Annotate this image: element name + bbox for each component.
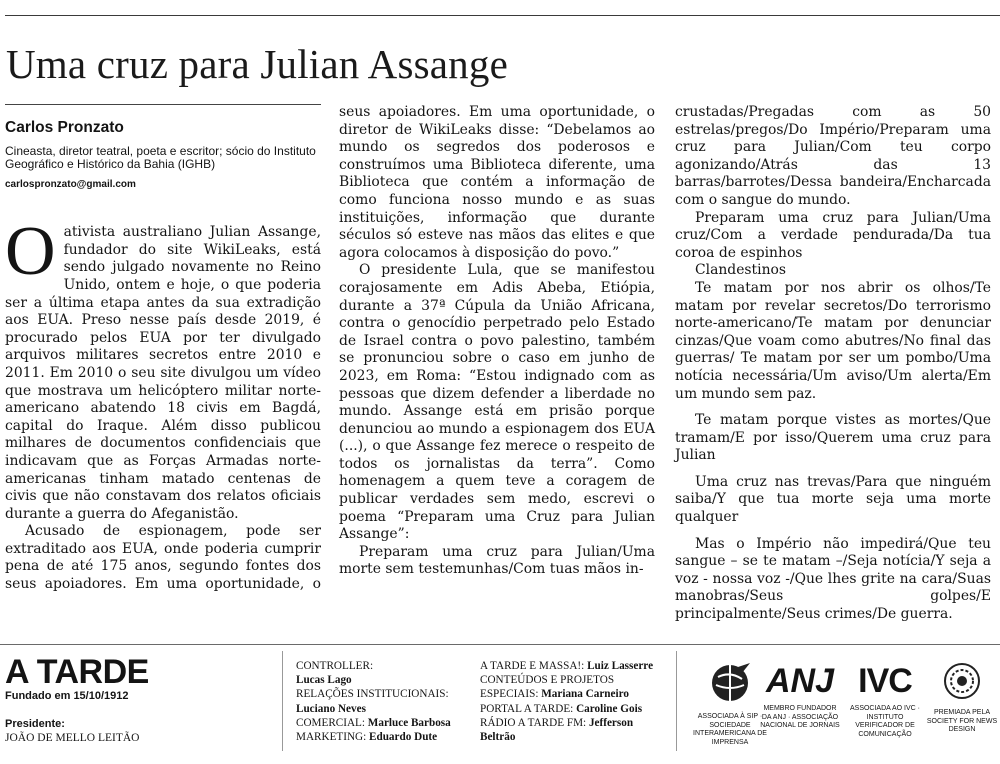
founded-date: Fundado em 15/10/1912 — [5, 690, 129, 702]
staff-entry — [480, 716, 670, 744]
staff-name: Caroline Gois — [576, 702, 643, 715]
footer-separator — [282, 651, 283, 751]
staff-role: MARKETING: — [296, 731, 367, 744]
paragraph-5: Preparam uma cruz para Julian/Uma cruz/Com a verdade pendurada/Da tua coroa de espinhos — [675, 209, 991, 261]
anj-caption: MEMBRO FUNDADOR DA ANJ · ASSOCIAÇÃO NACIONAL DE JORNAIS — [760, 705, 840, 729]
paragraph-10: Mas o Império não impedirá/Que teu sangue – se te matam –/Seja notícia/Y seja a voz - nossa voz -/Que lhes grite na cara/Suas manobras/Seus golpes/E principalmente/Seus crimes/De guerra. — [675, 535, 991, 623]
staff-role: A TARDE E MASSA!: — [480, 660, 585, 672]
paragraph-7: Te matam por nos abrir os olhos/Te matam por revelar secretos/Do terrorismo norte-americano/Te matam por denunciar cinzas/Que voam como abutres/No final das guerras/ Te matam por ser um pombo/Uma notícia necessária/Um aviso/Um alerta/Em um mundo sem paz. — [675, 279, 991, 402]
staff-name: Marluce Barbosa — [367, 716, 451, 729]
drop-cap: O — [5, 213, 56, 291]
paragraph-3: O presidente Lula, que se manifestou corajosamente em Adis Abeba, Etiópia, durante a 37ª Cúpula da União Africana, contra o genocídio perpetrado pelo Estado de Israel contra o povo palestino, também se pronunciou sobre o caso em junho de 2023, em Roma: “Estou indignado com as pessoas que dizem defender a liberdade no mundo. Assange está em prisão porque denunciou ao mundo a espionagem dos EUA (...), o que Assange fez merece o respeito de todos os jornalistas da terra”. Como homenagem a quem teve a coragem de publicar verdades sem medo, escrevi o poema “Preparam uma Cruz para Julian Assange”: — [339, 262, 655, 543]
paragraph-1: ativista australiano Julian Assange, fundador do site WikiLeaks, está sendo julgado novamente no Reino Unido, ontem e hoje, o que poderia ser a última etapa antes da sua extradição aos EUA. Preso nesse país desde 2019, é procurado pelos EUA por ter divulgado arquivos militares secretos entre 2010 e 2011. Em 2010 o seu site divulgou um vídeo que mostrava um helicóptero militar norte-americano abatendo 18 civis em Bagdá, capital do Iraque. Além disso publicou milhares de documentos confidenciais que indicavam que as Forças Armadas norte-americanas tinham matado centenas de civis que não constavam dos relatos oficiais durante a guerra do Afeganistão. — [5, 224, 321, 522]
paragraph-6: Clandestinos — [695, 262, 787, 279]
brand-block — [5, 651, 275, 746]
ivc-mark: IVC — [858, 662, 912, 700]
staff-role: RÁDIO A TARDE FM: — [480, 716, 587, 729]
author-name: Carlos Pronzato — [5, 119, 124, 136]
author-rule — [5, 104, 321, 105]
headline: Uma cruz para Julian Assange — [6, 41, 508, 87]
snd-caption: PREMIADA PELA SOCIETY FOR NEWS DESIGN — [926, 709, 998, 733]
staff-entry — [480, 687, 670, 701]
staff-entry — [480, 659, 670, 673]
author-bio: Cineasta, diretor teatral, poeta e escritor; sócio do Instituto Geográfico e Histórico da Bahia (IGHB) — [5, 143, 316, 172]
paragraph-9: Uma cruz nas trevas/Para que ninguém saiba/Y que tua morte seja uma morte qualquer — [675, 473, 991, 526]
staff-name: Luiz Lasserre — [587, 660, 654, 672]
paragraph-4-continued: crustadas/Pregadas com as 50 estrelas/pregos/Do Império/Preparam uma cruz para Julian/Com teu corpo agonizando/Atrás das 13 barras/barrotes/Dessa bandeira/Encharcada com o sangue do mundo. — [675, 104, 991, 208]
globe-icon — [708, 661, 752, 705]
staff-list-1 — [296, 659, 468, 744]
footer-separator — [676, 651, 677, 751]
ivc-caption: ASSOCIADA AO IVC · INSTITUTO VERIFICADOR DE COMUNICAÇÃO — [849, 705, 921, 738]
paragraph-2-continued: seus apoiadores. Em uma oportunidade, o diretor de WikiLeaks disse: “Debelamos ao mundo os segredos dos poderosos e construímos uma Biblioteca diferente, uma Biblioteca que contém a informação de como funciona nosso mundo e as suas instituições, informação que durante séculos só esteve nas mãos das elites e que agora colocamos à disposição do povo.” — [339, 104, 655, 261]
brand-logo: A TARDE — [5, 653, 149, 691]
staff-role: CONTROLLER: — [296, 660, 374, 672]
association-logos — [690, 661, 1000, 756]
snd-logo — [922, 661, 1000, 735]
lede-paragraph — [5, 213, 321, 523]
anj-mark: ANJ — [765, 662, 835, 700]
paragraph-2: Acusado de espionagem, pode ser extraditado aos EUA, onde poderia cumprir pena de até 175 anos, segundo fontes dos seus apoiadores. Em uma oportunidade, o — [5, 523, 321, 593]
staff-name: Lucas Lago — [296, 674, 352, 687]
staff-entry — [296, 716, 468, 730]
president-label: Presidente: — [5, 718, 65, 731]
column-3 — [675, 104, 991, 624]
top-rule — [5, 15, 1000, 16]
staff-role: COMERCIAL: — [296, 716, 365, 729]
staff-list-2 — [480, 659, 670, 744]
staff-role: PORTAL A TARDE: — [480, 702, 574, 715]
column-2 — [339, 104, 655, 579]
anj-logo — [760, 661, 840, 731]
author-email[interactable]: carlospronzato@gmail.com — [5, 178, 136, 190]
staff-entry — [480, 702, 670, 716]
staff-name: Mariana Carneiro — [541, 688, 629, 701]
ivc-logo — [845, 661, 925, 739]
column-1 — [5, 104, 321, 593]
award-seal-icon — [942, 661, 982, 701]
staff-name: Eduardo Dute — [369, 731, 438, 744]
staff-entry — [296, 730, 468, 744]
staff-role: CONTEÚDOS E PROJETOS — [480, 674, 615, 687]
staff-role: RELAÇÕES INSTITUCIONAIS: — [296, 688, 449, 701]
president-name: JOÃO DE MELLO LEITÃO — [5, 732, 140, 745]
paragraph-8: Te matam porque vistes as mortes/Que tramam/E por isso/Querem uma cruz para Julian — [675, 412, 991, 464]
sip-logo — [690, 661, 770, 747]
paragraph-4: Preparam uma cruz para Julian/Uma morte sem testemunhas/Com tuas mãos in- — [339, 543, 655, 578]
sip-caption: ASSOCIADA À SIP · SOCIEDADE INTERAMERICANA DE IMPRENSA — [693, 713, 767, 746]
staff-role: ESPECIAIS: — [480, 688, 539, 701]
staff-name: Luciano Neves — [296, 702, 366, 715]
staff-name: Jefferson Beltrão — [480, 716, 634, 744]
masthead-footer — [0, 645, 1000, 764]
